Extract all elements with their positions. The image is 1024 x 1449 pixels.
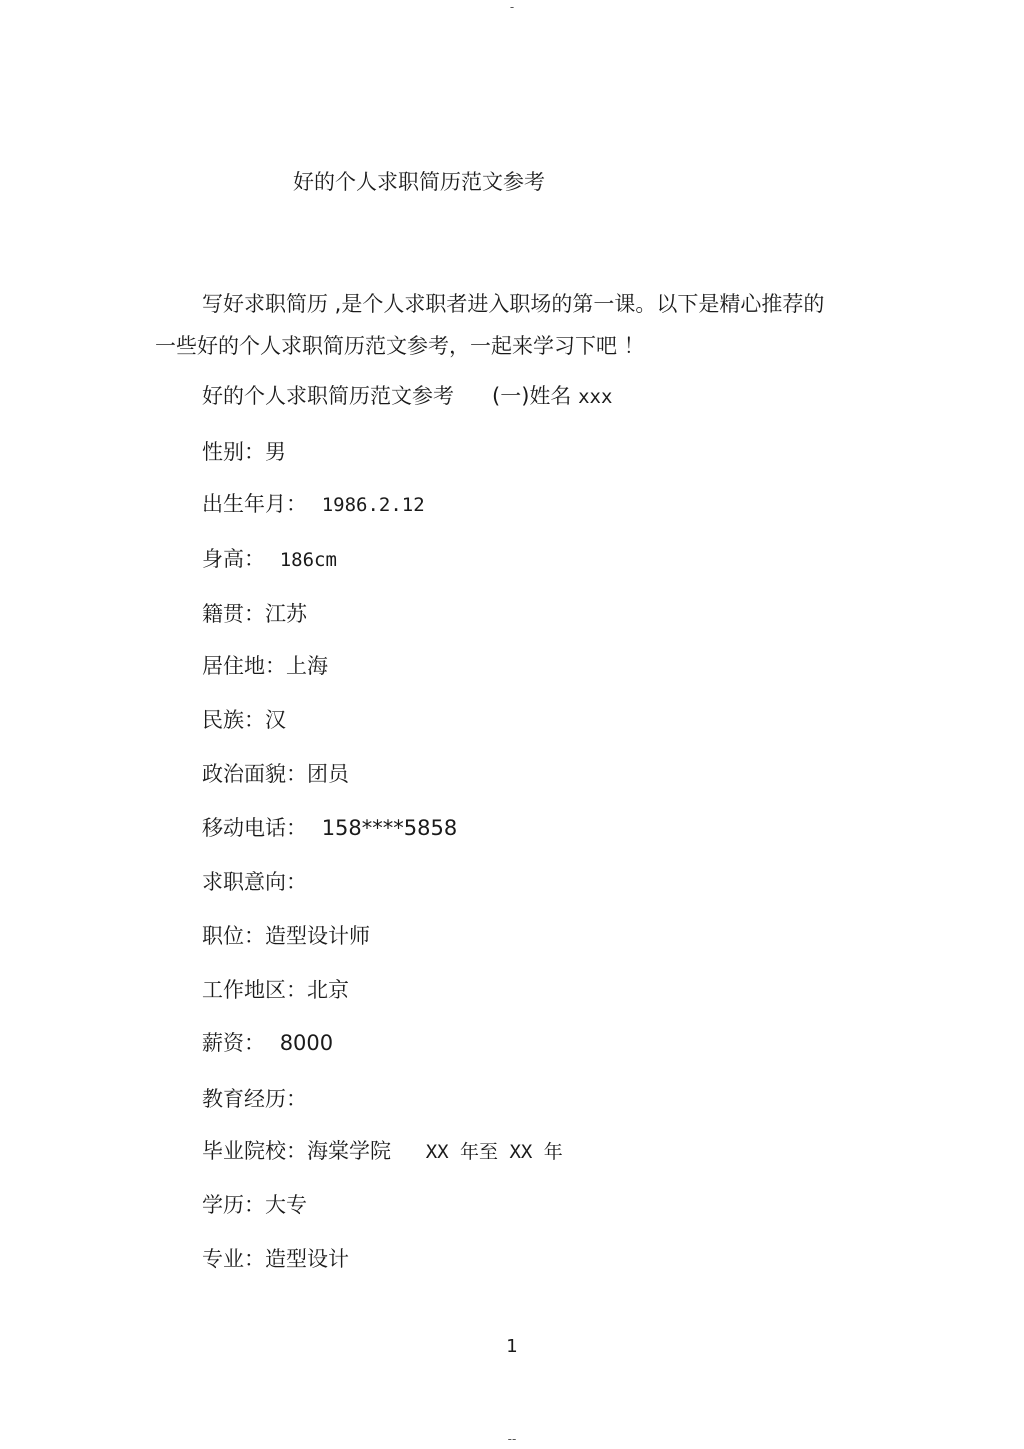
school-line bbox=[202, 1137, 563, 1166]
salary-label: 薪资： bbox=[202, 1031, 265, 1055]
resume-heading bbox=[202, 382, 612, 411]
school-label: 毕业院校：海棠学院 bbox=[202, 1139, 391, 1163]
major-line: 专业：造型设计 bbox=[202, 1247, 349, 1271]
salary-value: 8000 bbox=[279, 1031, 334, 1055]
political-status-line: 政治面貌：团员 bbox=[202, 762, 349, 786]
resume-heading-label: 好的个人求职简历范文参考 bbox=[202, 384, 454, 408]
height-value: 186cm bbox=[279, 549, 337, 571]
residence-line: 居住地：上海 bbox=[202, 654, 328, 678]
job-intention-heading: 求职意向： bbox=[202, 870, 307, 894]
education-heading: 教育经历： bbox=[202, 1087, 307, 1111]
resume-section-label: (一)姓名 bbox=[492, 384, 572, 408]
ethnicity-line: 民族：汉 bbox=[202, 708, 286, 732]
birth-line bbox=[202, 490, 425, 519]
phone-line bbox=[202, 814, 457, 842]
phone-label: 移动电话： bbox=[202, 816, 307, 840]
work-area-line: 工作地区：北京 bbox=[202, 978, 349, 1002]
degree-line: 学历：大专 bbox=[202, 1193, 307, 1217]
native-place-line: 籍贯：江苏 bbox=[202, 602, 307, 626]
gender-line: 性别：男 bbox=[202, 440, 286, 464]
footer-mark: -- bbox=[507, 1432, 517, 1446]
intro-paragraph: 写好求职简历 ,是个人求职者进入职场的第一课。以下是精心推荐的一些好的个人求职简历范文参考，一起来学习下吧 ！ bbox=[155, 292, 825, 358]
height-line bbox=[202, 545, 337, 574]
header-mark: - bbox=[509, 0, 515, 14]
birth-label: 出生年月： bbox=[202, 492, 307, 516]
school-years: XX 年至 XX 年 bbox=[425, 1141, 563, 1163]
page-number: 1 bbox=[506, 1336, 518, 1357]
phone-value: 158****5858 bbox=[321, 816, 458, 840]
birth-value: 1986.2.12 bbox=[321, 494, 425, 516]
height-label: 身高： bbox=[202, 547, 265, 571]
document-title: 好的个人求职简历范文参考 bbox=[293, 170, 545, 194]
name-value: xxx bbox=[578, 386, 613, 408]
position-line: 职位：造型设计师 bbox=[202, 924, 370, 948]
salary-line bbox=[202, 1029, 333, 1057]
